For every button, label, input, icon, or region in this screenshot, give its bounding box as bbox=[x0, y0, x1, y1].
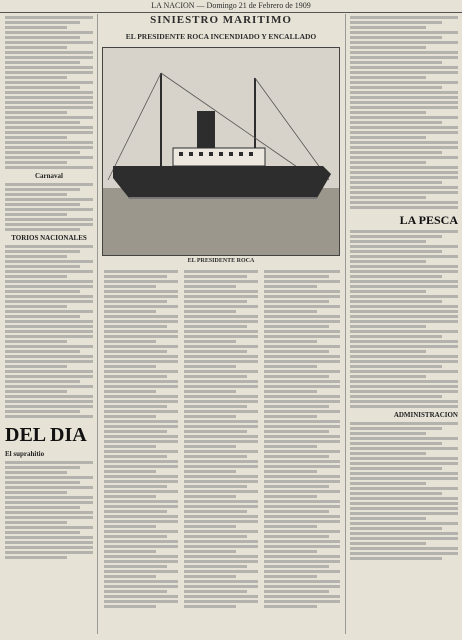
ship-funnel bbox=[197, 111, 215, 151]
subhead-suprahitio: El suprahitio bbox=[5, 450, 45, 458]
center-column-3 bbox=[264, 268, 340, 610]
ship-hull bbox=[113, 166, 331, 198]
section-heading-torios: TORIOS NACIONALES bbox=[11, 234, 87, 242]
column-divider bbox=[345, 14, 346, 634]
right-column bbox=[350, 14, 458, 562]
article-title: SINIESTRO MARITIMO bbox=[150, 14, 292, 26]
article-subtitle: EL PRESIDENTE ROCA INCENDIADO Y ENCALLADO bbox=[125, 32, 317, 41]
section-heading-carnaval: Carnaval bbox=[35, 172, 63, 180]
superstructure bbox=[173, 148, 265, 166]
page-header bbox=[0, 0, 462, 13]
left-column bbox=[5, 14, 93, 561]
ship-photo bbox=[102, 47, 340, 256]
headline-administracion: ADMINISTRACION bbox=[393, 411, 458, 419]
ship-illustration bbox=[103, 48, 339, 255]
header-text: LA NACION — Domingo 21 de Febrero de 1909 bbox=[151, 1, 311, 10]
center-column-2 bbox=[184, 268, 258, 610]
column-divider bbox=[97, 14, 98, 634]
photo-caption: EL PRESIDENTE ROCA bbox=[187, 258, 255, 264]
center-column-1 bbox=[104, 268, 178, 610]
headline-del-dia: DEL DIA bbox=[5, 424, 87, 446]
headline-la-pesca: LA PESCA bbox=[399, 213, 458, 227]
